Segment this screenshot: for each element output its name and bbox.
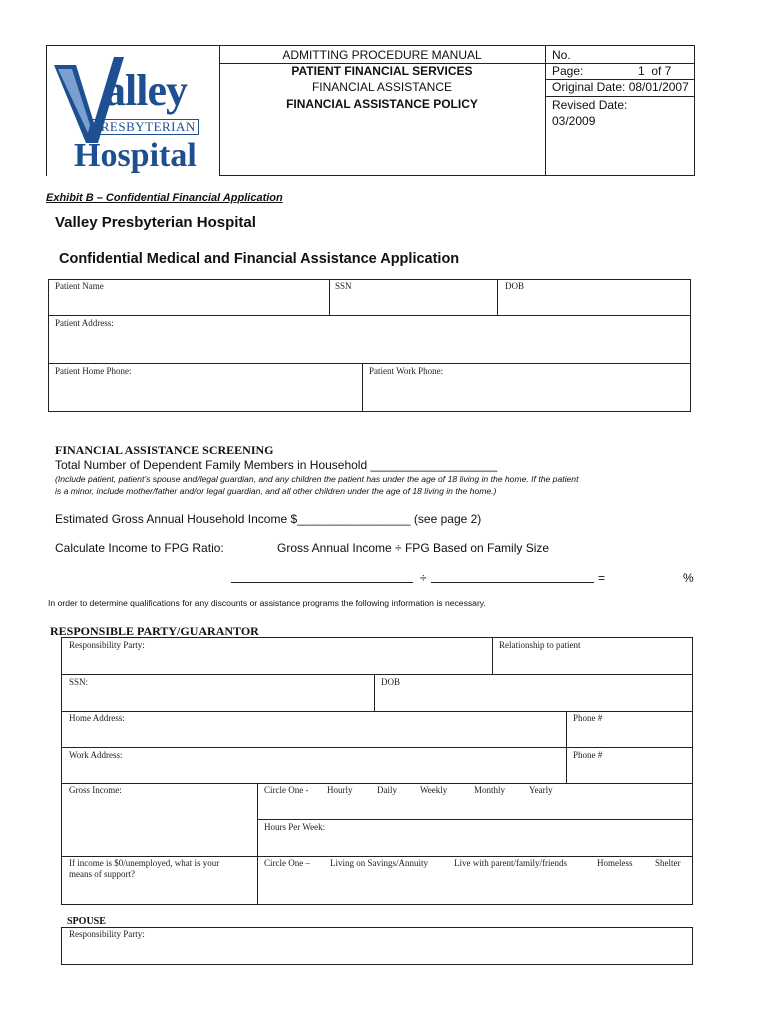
fpg-ratio-formula: Gross Annual Income ÷ FPG Based on Family Size bbox=[277, 541, 550, 555]
household-income-line: Estimated Gross Annual Household Income $_________________ (see page 2) bbox=[55, 512, 482, 526]
exhibit-title: Exhibit B – Confidential Financial Application bbox=[46, 192, 283, 204]
option-weekly[interactable]: Weekly bbox=[420, 785, 448, 795]
home-address-label: Home Address: bbox=[69, 713, 125, 723]
guarantor-dob-field[interactable] bbox=[374, 674, 693, 712]
section-title: FINANCIAL ASSISTANCE bbox=[311, 80, 453, 94]
hospital-title: Valley Presbyterian Hospital bbox=[55, 214, 256, 231]
divide-sign: ÷ bbox=[420, 571, 427, 585]
fpg-ratio-label: Calculate Income to FPG Ratio: bbox=[55, 541, 224, 555]
relationship-label: Relationship to patient bbox=[499, 640, 581, 650]
patient-ssn-label: SSN bbox=[335, 281, 352, 291]
option-live-with-family[interactable]: Live with parent/family/friends bbox=[454, 858, 567, 868]
circle-one-label: Circle One - bbox=[264, 785, 309, 795]
responsible-party-heading: RESPONSIBLE PARTY/GUARANTOR bbox=[50, 624, 259, 638]
original-date: Original Date: 08/01/2007 bbox=[552, 80, 689, 94]
income-blank-line[interactable] bbox=[231, 582, 413, 583]
page-value: 1 of 7 bbox=[638, 64, 672, 78]
guarantor-dob-label: DOB bbox=[381, 677, 401, 687]
guarantor-ssn-label: SSN: bbox=[69, 677, 89, 687]
home-phone-label: Phone # bbox=[573, 713, 603, 723]
option-savings[interactable]: Living on Savings/Annuity bbox=[330, 858, 429, 868]
fpg-blank-line[interactable] bbox=[431, 582, 594, 583]
hours-per-week-label: Hours Per Week: bbox=[264, 822, 326, 832]
home-address-field[interactable] bbox=[61, 711, 567, 748]
support-question-line1: If income is $0/unemployed, what is your bbox=[69, 858, 220, 868]
patient-ssn-field[interactable] bbox=[329, 279, 498, 316]
responsible-party-label: Responsibility Party: bbox=[69, 640, 145, 650]
patient-dob-label: DOB bbox=[505, 281, 525, 291]
work-address-field[interactable] bbox=[61, 747, 567, 784]
doc-number-label: No. bbox=[552, 48, 571, 62]
page-label: Page: bbox=[552, 64, 584, 78]
option-shelter[interactable]: Shelter bbox=[655, 858, 681, 868]
option-yearly[interactable]: Yearly bbox=[529, 785, 553, 795]
option-hourly[interactable]: Hourly bbox=[327, 785, 353, 795]
equals-sign: = bbox=[598, 571, 606, 585]
patient-address-label: Patient Address: bbox=[55, 318, 114, 328]
guarantor-ssn-field[interactable] bbox=[61, 674, 375, 712]
patient-dob-field[interactable] bbox=[497, 279, 691, 316]
logo-word-alley: alley bbox=[104, 66, 187, 115]
gross-income-label: Gross Income: bbox=[69, 785, 122, 795]
dependents-note-1: (Include patient, patient’s spouse and/legal guardian, and any children the patient has under the age of 18 living in the home. If the patient bbox=[55, 474, 579, 484]
work-address-label: Work Address: bbox=[69, 750, 123, 760]
work-phone-label: Phone # bbox=[573, 750, 603, 760]
option-monthly[interactable]: Monthly bbox=[474, 785, 506, 795]
support-question-line2: means of support? bbox=[69, 869, 135, 879]
option-homeless[interactable]: Homeless bbox=[597, 858, 633, 868]
option-daily[interactable]: Daily bbox=[377, 785, 397, 795]
circle-one-support-label: Circle One – bbox=[264, 858, 310, 868]
spouse-heading: SPOUSE bbox=[67, 916, 106, 927]
revised-date-label: Revised Date: bbox=[552, 98, 628, 112]
logo-word-hospital: Hospital bbox=[74, 137, 197, 174]
spouse-party-field[interactable] bbox=[61, 927, 693, 965]
patient-home-phone-label: Patient Home Phone: bbox=[55, 366, 132, 376]
dependents-line: Total Number of Dependent Family Members in Household ___________________ bbox=[55, 458, 498, 472]
logo-word-presbyterian: PRESBYTERIAN bbox=[90, 119, 199, 135]
screening-heading: FINANCIAL ASSISTANCE SCREENING bbox=[55, 443, 274, 457]
document-header bbox=[46, 45, 695, 176]
patient-address-field[interactable] bbox=[48, 315, 691, 364]
hospital-logo bbox=[52, 53, 217, 175]
qualification-note: In order to determine qualifications for any discounts or assistance programs the following information is necessary. bbox=[48, 598, 486, 608]
patient-work-phone-label: Patient Work Phone: bbox=[369, 366, 444, 376]
form-title: Confidential Medical and Financial Assistance Application bbox=[59, 251, 460, 267]
policy-title: FINANCIAL ASSISTANCE POLICY bbox=[286, 97, 478, 111]
dependents-note-2: is a minor, include mother/father and/or legal guardian, and all other children under the age of 18 living in the home.) bbox=[55, 486, 497, 496]
manual-title: ADMITTING PROCEDURE MANUAL bbox=[282, 48, 482, 62]
percent-sign: % bbox=[683, 571, 694, 585]
spouse-party-label: Responsibility Party: bbox=[69, 929, 145, 939]
revised-date-value: 03/2009 bbox=[552, 114, 596, 128]
department-title: PATIENT FINANCIAL SERVICES bbox=[291, 64, 473, 78]
patient-name-label: Patient Name bbox=[55, 281, 104, 291]
